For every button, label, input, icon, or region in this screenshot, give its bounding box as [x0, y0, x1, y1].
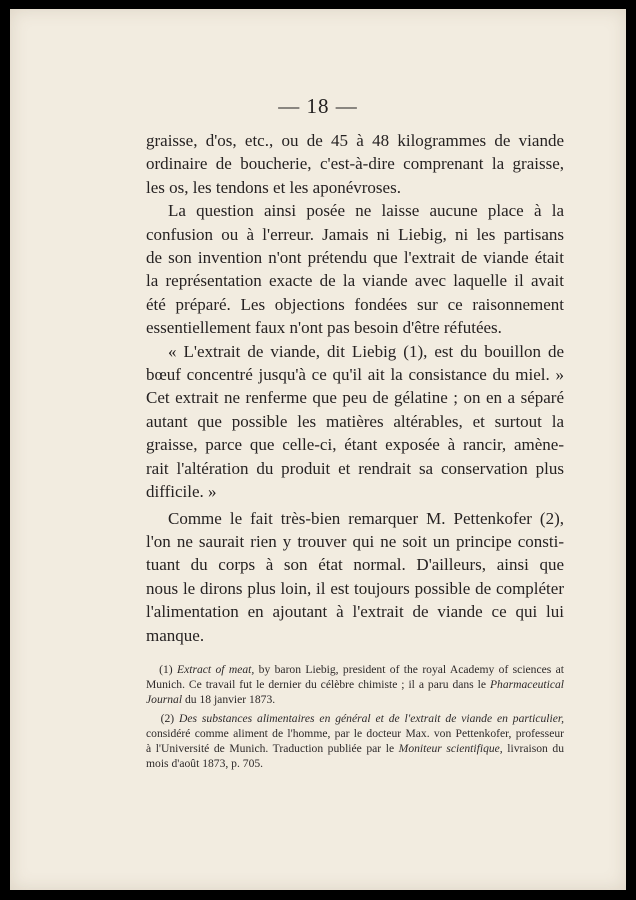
book-page [10, 9, 626, 890]
text-line: graisse, parce que celle-ci, étant exposée à rancir, amène- [146, 435, 564, 455]
footnote-1 [146, 662, 564, 708]
footnote-text: Munich. Ce travail fut le dernier du célèbre chimiste ; il a paru dans le [146, 678, 490, 692]
text-line: autant que possible les matières altérables, et surtout la [146, 411, 564, 431]
paragraph-2 [146, 199, 564, 339]
paragraph-1 [146, 129, 564, 199]
text-line: nous le dirons plus loin, il est toujours possible de compléter [146, 578, 564, 598]
text-line: la représentation exacte de la viande avec laquelle il avait [146, 271, 564, 291]
footnote-title: Des substances alimentaires en général et de l'extrait de viande en particulier, [179, 711, 564, 725]
text-line: été préparé. Les objections fondées sur ce raisonnement [146, 294, 564, 314]
footnote-journal: Journal [146, 693, 183, 707]
footnote-text: du 18 janvier 1873. [182, 693, 276, 707]
text-line: l'alimentation en ajoutant à l'extrait de viande ce qui lui [146, 602, 564, 622]
text-line: de son invention n'ont prétendu que l'extrait de viande était [146, 248, 564, 268]
footnote-2 [146, 711, 564, 772]
text-line: Cet extrait ne renferme que peu de gélatine ; on en a séparé [146, 388, 564, 408]
footnote-text: mois d'août 1873, p. 705. [146, 757, 264, 771]
text-line: essentiellement faux n'ont pas besoin d'être réfutées. [146, 318, 502, 338]
footnotes [146, 662, 564, 774]
text-line: difficile. » [146, 482, 217, 502]
footnote-journal: Moniteur scientifique, [398, 742, 503, 756]
footnote-marker: (2) [160, 711, 175, 725]
footnote-text: considéré comme aliment de l'homme, par le docteur Max. von Pettenkofer, professeur [146, 726, 564, 740]
footnote-text: à l'Université de Munich. Traduction publiée par le [146, 742, 399, 756]
text-line: Comme le fait très-bien remarquer M. Pettenkofer (2), [168, 508, 564, 528]
page-number: — 18 — [278, 94, 358, 118]
text-line: confusion ou à l'erreur. Jamais ni Liebig, ni les partisans [146, 224, 564, 244]
footnote-text: by baron Liebig, president of the royal Academy of sciences at [254, 663, 565, 676]
text-line: tuant du corps à son état normal. D'ailleurs, ainsi que [146, 555, 564, 575]
text-line: l'on ne saurait rien y trouver qui ne soit un principe consti- [146, 531, 564, 551]
footnote-marker: (1) [159, 663, 173, 676]
text-line: La question ainsi posée ne laisse aucune place à la [168, 201, 564, 221]
text-line: graisse, d'os, etc., ou de 45 à 48 kilogrammes de viande [146, 131, 564, 150]
text-line: les os, les tendons et les aponévroses. [146, 177, 401, 197]
text-line: « L'extrait de viande, dit Liebig (1), est du bouillon de [168, 341, 564, 361]
footnote-journal: Pharmaceutical [489, 678, 564, 692]
footnote-title: Extract of meat, [177, 663, 255, 676]
main-text [146, 129, 564, 647]
text-line: ordinaire de boucherie, c'est-à-dire comprenant la graisse, [146, 154, 564, 174]
paragraph-3 [146, 340, 564, 504]
paragraph-4 [146, 507, 564, 647]
footnote-text: livraison du [502, 742, 564, 756]
text-line: rait l'altération du produit et rendrait sa conservation plus [146, 458, 564, 478]
text-line: bœuf concentré jusqu'à ce qu'il ait la consistance du miel. » [146, 365, 564, 385]
text-line: manque. [146, 625, 205, 645]
